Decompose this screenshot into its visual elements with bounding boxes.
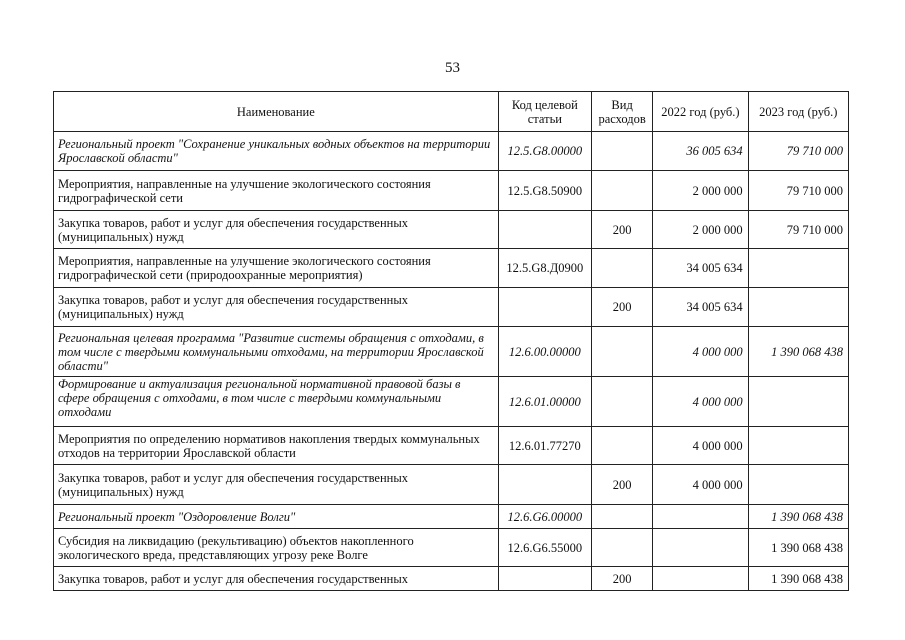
- row-code: 12.5.G8.Д0900: [498, 249, 591, 288]
- row-year-2023: 79 710 000: [748, 132, 848, 171]
- row-year-2022: 4 000 000: [653, 465, 748, 505]
- row-year-2022: 36 005 634: [653, 132, 748, 171]
- row-year-2023: 1 390 068 438: [748, 327, 848, 377]
- row-name: Мероприятия, направленные на улучшение экологического состояния гидрографической сети: [54, 171, 499, 211]
- header-name: Наименование: [54, 92, 499, 132]
- table-row: [54, 327, 849, 377]
- row-name: Закупка товаров, работ и услуг для обеспечения государственных (муниципальных) нужд: [54, 211, 499, 249]
- table-row: [54, 567, 849, 591]
- row-year-2022: 2 000 000: [653, 171, 748, 211]
- table-row: [54, 377, 849, 427]
- row-type: [592, 132, 653, 171]
- row-code: 12.6.00.00000: [498, 327, 591, 377]
- row-year-2022: 4 000 000: [653, 427, 748, 465]
- row-year-2022: 34 005 634: [653, 288, 748, 327]
- row-year-2023: 1 390 068 438: [748, 505, 848, 529]
- row-code: [498, 288, 591, 327]
- row-type: 200: [592, 465, 653, 505]
- table-row: [54, 249, 849, 288]
- row-year-2023: 1 390 068 438: [748, 567, 848, 591]
- header-type: Вид расходов: [592, 92, 653, 132]
- row-year-2023: 1 390 068 438: [748, 529, 848, 567]
- header-year-2022: 2022 год (руб.): [653, 92, 748, 132]
- header-year-2023: 2023 год (руб.): [748, 92, 848, 132]
- table-header-row: [54, 92, 849, 132]
- row-code: 12.6.G6.00000: [498, 505, 591, 529]
- row-type: [592, 505, 653, 529]
- row-year-2022: [653, 529, 748, 567]
- row-type: [592, 327, 653, 377]
- table-row: [54, 132, 849, 171]
- row-name: Формирование и актуализация региональной нормативной правовой базы в сфере обращения с отходами, в том числе с твердыми коммунальными отходами: [54, 377, 499, 427]
- budget-table: [53, 91, 849, 591]
- row-name: Субсидия на ликвидацию (рекультивацию) объектов накопленного экологического вреда, представляющих угрозу реке Волге: [54, 529, 499, 567]
- row-name: Региональный проект "Оздоровление Волги": [54, 505, 499, 529]
- table-row: [54, 427, 849, 465]
- table-row: [54, 211, 849, 249]
- row-type: 200: [592, 211, 653, 249]
- row-year-2023: [748, 377, 848, 427]
- row-year-2022: [653, 505, 748, 529]
- table-row: [54, 171, 849, 211]
- row-code: 12.6.01.77270: [498, 427, 591, 465]
- table-row: [54, 288, 849, 327]
- row-code: 12.6.G6.55000: [498, 529, 591, 567]
- row-year-2023: [748, 249, 848, 288]
- row-year-2023: 79 710 000: [748, 171, 848, 211]
- row-type: 200: [592, 567, 653, 591]
- row-name: Региональный проект "Сохранение уникальных водных объектов на территории Ярославской области": [54, 132, 499, 171]
- row-year-2023: [748, 465, 848, 505]
- row-year-2022: 4 000 000: [653, 327, 748, 377]
- row-name: Закупка товаров, работ и услуг для обеспечения государственных (муниципальных) нужд: [54, 288, 499, 327]
- row-code: [498, 211, 591, 249]
- row-name: Закупка товаров, работ и услуг для обеспечения государственных (муниципальных) нужд: [54, 465, 499, 505]
- header-code: Код целевой статьи: [498, 92, 591, 132]
- row-type: [592, 377, 653, 427]
- row-type: [592, 249, 653, 288]
- row-year-2023: [748, 288, 848, 327]
- row-year-2023: [748, 427, 848, 465]
- row-type: [592, 529, 653, 567]
- row-year-2022: [653, 567, 748, 591]
- row-code: 12.5.G8.50900: [498, 171, 591, 211]
- row-year-2022: 4 000 000: [653, 377, 748, 427]
- row-code: 12.6.01.00000: [498, 377, 591, 427]
- table-row: [54, 505, 849, 529]
- row-year-2023: 79 710 000: [748, 211, 848, 249]
- row-name: Закупка товаров, работ и услуг для обеспечения государственных: [54, 567, 499, 591]
- row-name: Региональная целевая программа "Развитие системы обращения с отходами, в том числе с твердыми коммунальными отходами, на территории Ярославской области": [54, 327, 499, 377]
- row-name: Мероприятия по определению нормативов накопления твердых коммунальных отходов на территории Ярославской области: [54, 427, 499, 465]
- row-type: 200: [592, 288, 653, 327]
- table-row: [54, 529, 849, 567]
- table-row: [54, 465, 849, 505]
- row-type: [592, 427, 653, 465]
- row-year-2022: 2 000 000: [653, 211, 748, 249]
- row-code: [498, 567, 591, 591]
- row-code: 12.5.G8.00000: [498, 132, 591, 171]
- row-code: [498, 465, 591, 505]
- page-number: 53: [445, 60, 460, 76]
- row-year-2022: 34 005 634: [653, 249, 748, 288]
- row-name: Мероприятия, направленные на улучшение экологического состояния гидрографической сети (природоохранные мероприятия): [54, 249, 499, 288]
- row-type: [592, 171, 653, 211]
